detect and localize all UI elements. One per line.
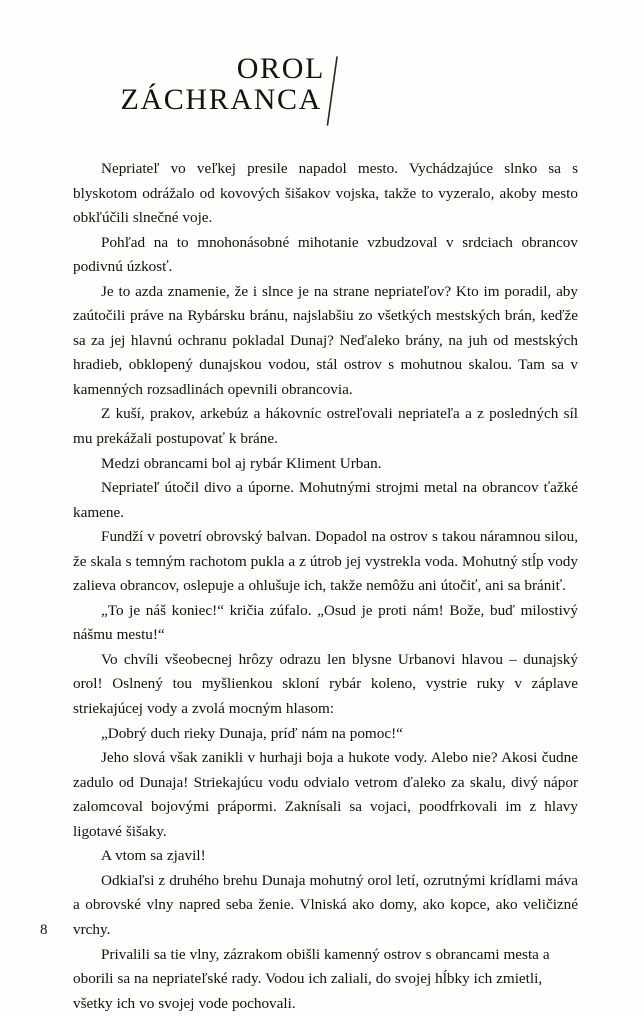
page-number: 8: [40, 921, 48, 939]
body-paragraph: Odkiaľsi z druhého brehu Dunaja mohutný orol letí, ozrutnými krídlami máva a obrovské vlny napred seba ženie. Vlniská ako domy, ako kopce, ako veličizné vrchy.: [73, 869, 578, 943]
body-paragraph: Fundží v povetrí obrovský balvan. Dopadol na ostrov s takou náramnou silou, že skala s temným rachotom pukla a z útrob jej vystrekla voda. Mohutný stĺp vody zalieva obrancov, oslepuje a ohlušuje ich, takže nemôžu ani útočiť, ani sa brániť.: [73, 525, 578, 599]
body-paragraph: A vtom sa zjavil!: [73, 844, 578, 869]
body-paragraph: Privalili sa tie vlny, zázrakom obišli kamenný ostrov s obrancami mesta a oborili sa na nepriateľské rady. Vodou ich zaliali, do svojej hĺbky ich zmietli, všetky ich vo svojej vode pochovali.: [73, 943, 578, 1016]
body-paragraph: Z kuší, prakov, arkebúz a hákovníc ostreľovali nepriateľa a z posledných síl mu prekážali postupovať k bráne.: [73, 402, 578, 451]
body-paragraph: „Dobrý duch rieky Dunaja, príď nám na pomoc!“: [73, 722, 578, 747]
title-slash-rule-icon: [326, 56, 340, 126]
body-paragraph: Pohľad na to mnohonásobné mihotanie vzbudzoval v srdciach obrancov podivnú úzkosť.: [73, 231, 578, 280]
body-paragraph: Medzi obrancami bol aj rybár Kliment Urban.: [73, 452, 578, 477]
body-text: [73, 157, 578, 1016]
body-paragraph: Je to azda znamenie, že i slnce je na strane nepriateľov? Kto im poradil, aby zaútočili práve na Rybársku bránu, najslabšiu zo všetkých mestských brán, keďže sa za jej hlavnú ochranu pokladal Dunaj? Neďaleko brány, na juh od mestských hradieb, obklopený dunajskou vodou, stál ostrov s mohutnou skalou. Tam sa v kamenných rozsadlinách opevnili obrancovia.: [73, 280, 578, 403]
chapter-title-line-1: OROL: [0, 52, 325, 86]
body-paragraph: Nepriateľ útočil divo a úporne. Mohutnými strojmi metal na obrancov ťažké kamene.: [73, 476, 578, 525]
chapter-title-block: [0, 52, 644, 137]
body-paragraph: Nepriateľ vo veľkej presile napadol mesto. Vychádzajúce slnko sa s blyskotom odrážalo od kovových šišakov vojska, takže to vyzeralo, akoby mesto obkľúčili slnečné voje.: [73, 157, 578, 231]
body-paragraph: Jeho slová však zanikli v hurhaji boja a hukote vody. Alebo nie? Akosi čudne zadulo od Dunaja! Striekajúcu vodu odvialo vetrom ďaleko za skalu, divý nápor zalomcoval bojovými prápormi. Zaknísali sa vojaci, poodfrkovali im z hlavy ligotavé šišaky.: [73, 746, 578, 844]
body-paragraph: „To je náš koniec!“ kričia zúfalo. „Osud je proti nám! Bože, buď milostivý nášmu mestu!“: [73, 599, 578, 648]
chapter-title-line-2: ZÁCHRANCA: [0, 83, 322, 117]
body-paragraph: Vo chvíli všeobecnej hrôzy odrazu len blysne Urbanovi hlavou – dunajský orol! Oslnený tou myšlienkou skloní rybár koleno, vystrie ruky v záplave striekajúcej vody a zvolá mocným hlasom:: [73, 648, 578, 722]
